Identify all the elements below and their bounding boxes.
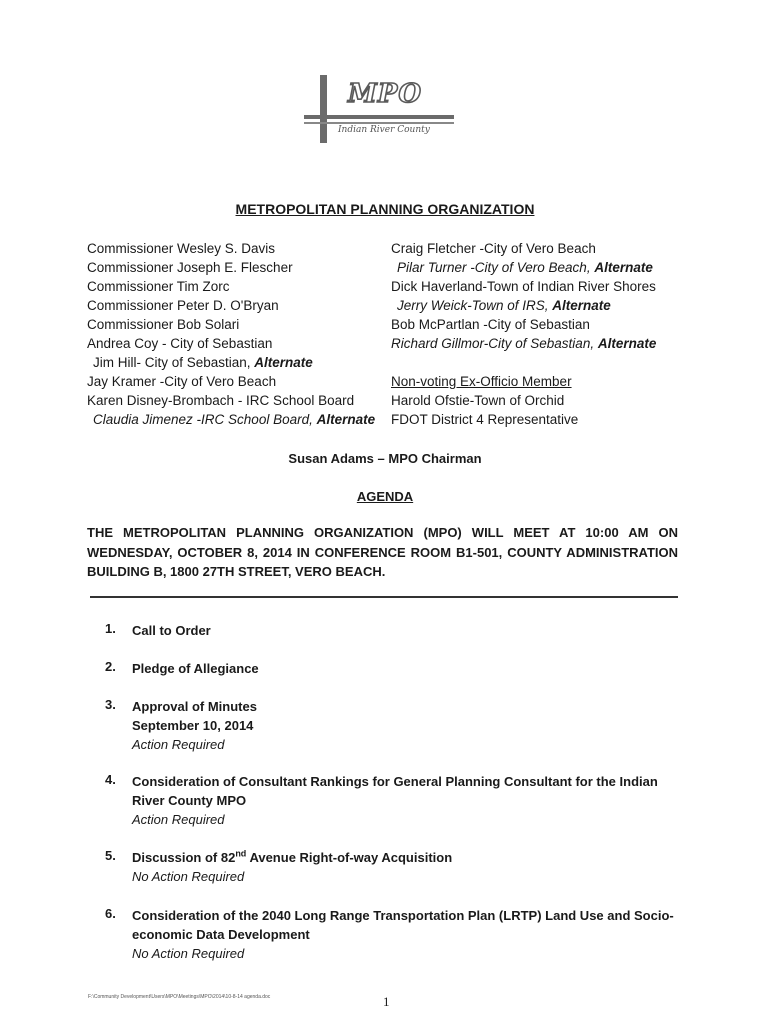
logo-cross-vertical [320,75,327,143]
item-title: Consideration of Consultant Rankings for General Planning Consultant for the Indian River County MPO [132,774,658,808]
logo-cross-horizontal-thin [304,122,454,124]
footer-file-path: F:\Community Development\Users\MPO\Meetings\MPO\2014\10-8-14 agenda.doc [88,994,271,1000]
page-title: METROPOLITAN PLANNING ORGANIZATION [235,201,535,217]
member: Bob McPartlan -City of Sebastian [391,317,590,332]
item-subtitle: September 10, 2014 [132,718,254,733]
member: Commissioner Bob Solari [87,317,240,332]
member: Jay Kramer -City of Vero Beach [87,374,277,389]
item-title: Discussion of 82nd Avenue Right-of-way Acquisition [132,848,453,865]
member: FDOT District 4 Representative [391,412,579,427]
member-alternate: Jerry Weick-Town of IRS, Alternate [397,298,611,313]
item-action: Action Required [132,737,225,752]
page-number: 1 [383,994,390,1009]
item-number: 2. [105,659,116,674]
item-title: Call to Order [132,623,211,638]
member: Harold Ofstie-Town of Orchid [391,393,565,408]
chairman-line: Susan Adams – MPO Chairman [288,451,482,466]
member: Commissioner Tim Zorc [87,279,230,294]
member: Karen Disney-Brombach - IRC School Board [87,393,355,408]
item-number: 6. [105,906,116,921]
ex-officio-heading: Non-voting Ex-Officio Member [391,374,572,389]
item-number: 5. [105,848,116,863]
member: Commissioner Peter D. O'Bryan [87,298,279,313]
member: Commissioner Wesley S. Davis [87,241,276,256]
item-title: Approval of Minutes [132,699,257,714]
member: Craig Fletcher -City of Vero Beach [391,241,596,256]
item-action: No Action Required [132,869,245,884]
members-left-column [87,239,387,429]
member: Andrea Coy - City of Sebastian [87,336,273,351]
item-action: No Action Required [132,946,245,961]
mpo-logo [300,75,470,150]
agenda-heading: AGENDA [356,489,414,504]
item-number: 3. [105,697,116,712]
logo-wordmark: MPO [348,79,422,109]
item-number: 1. [105,621,116,636]
item-number: 4. [105,772,116,787]
member-alternate: Claudia Jimenez -IRC School Board, Alternate [93,412,376,427]
member: Dick Haverland-Town of Indian River Shores [391,279,656,294]
member-alternate: Pilar Turner -City of Vero Beach, Alternate [397,260,653,275]
member: Commissioner Joseph E. Flescher [87,260,293,275]
logo-cross-horizontal [304,115,454,119]
meeting-notice: THE METROPOLITAN PLANNING ORGANIZATION (MPO) WILL MEET AT 10:00 AM ON WEDNESDAY, OCTOBER 8, 2014 IN CONFERENCE ROOM B1-501, COUNTY ADMINISTRATION BUILDING B, 1800 27TH STREET, VERO BEACH. [87,525,678,579]
member-alternate: Richard Gillmor-City of Sebastian, Alternate [391,336,657,351]
divider [90,596,678,598]
member-spacer [391,353,711,372]
item-action: Action Required [132,812,225,827]
members-right-column [391,239,711,429]
logo-subtitle: Indian River County [338,125,430,135]
item-title: Consideration of the 2040 Long Range Transportation Plan (LRTP) Land Use and Socio-economic Data Development [132,908,674,942]
item-title: Pledge of Allegiance [132,661,259,676]
member-alternate: Jim Hill- City of Sebastian, Alternate [93,355,313,370]
